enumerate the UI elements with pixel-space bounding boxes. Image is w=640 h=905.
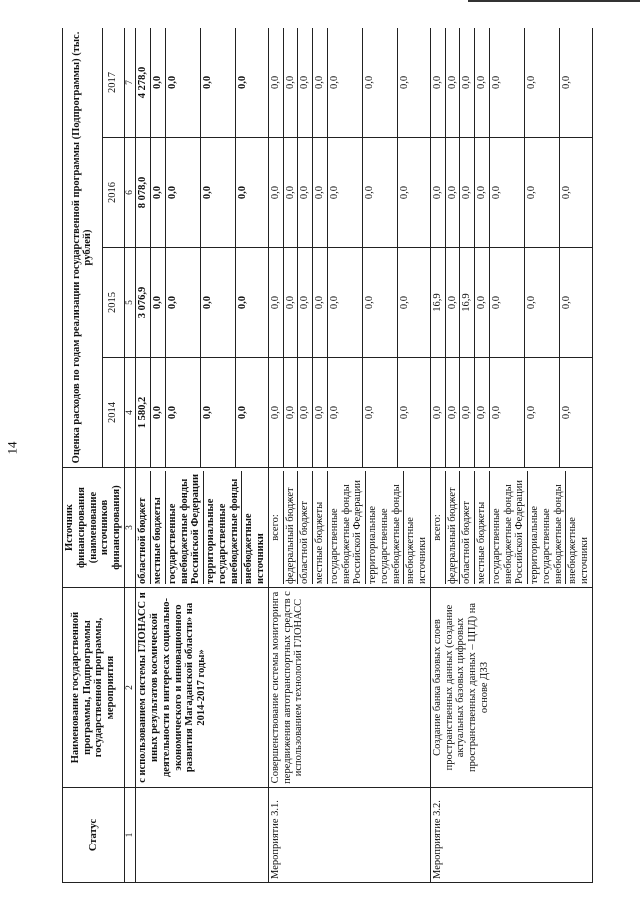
header-year: 2016 [102, 138, 124, 248]
value-cell: 0,0 [236, 185, 248, 200]
value-cell: 0,0 [398, 75, 410, 90]
source-item: территориальные государственные внебюджетные фонды [528, 471, 566, 584]
value-cell: 0,0 [560, 295, 572, 310]
value-cell: 0,0 [490, 138, 525, 247]
value-cell: 16,9 [431, 248, 446, 357]
value-cell: 0,0 [298, 248, 313, 357]
value-cell: 0,0 [313, 138, 328, 247]
header-row [63, 28, 103, 883]
values-2017 [430, 28, 592, 138]
value-cell: 0,0 [166, 358, 201, 467]
source-item: всего: [431, 471, 446, 584]
source-item: местные бюджеты [151, 471, 166, 584]
value-cell: 0,0 [525, 358, 560, 467]
value-cell: 0,0 [446, 248, 461, 357]
header-status: Статус [63, 788, 125, 883]
value-cell: 0,0 [269, 358, 284, 467]
header-year: 2014 [102, 358, 124, 468]
value-cell: 1 580,2 [136, 358, 151, 467]
value-cell: 0,0 [398, 405, 410, 420]
page-number: 14 [4, 441, 20, 455]
value-cell: 0,0 [475, 358, 490, 467]
measure-row [430, 28, 592, 883]
value-cell: 0,0 [525, 248, 560, 357]
column-number: 4 [124, 358, 136, 468]
value-cell: 0,0 [363, 138, 398, 247]
source-item: государственные внебюджетные фонды Российской Федерации [490, 471, 528, 584]
value-cell: 4 278,0 [136, 28, 151, 137]
value-cell: 0,0 [525, 138, 560, 247]
column-number: 3 [124, 468, 136, 588]
header-year: 2015 [102, 248, 124, 358]
top-border-mark [468, 0, 640, 2]
program-row [136, 28, 269, 883]
column-number: 5 [124, 248, 136, 358]
value-cell: 0,0 [284, 138, 299, 247]
value-cell: 8 078,0 [136, 138, 151, 247]
values-2016 [268, 138, 430, 248]
source-item: областной бюджет [298, 471, 313, 584]
header-year: 2017 [102, 28, 124, 138]
value-cell: 0,0 [284, 358, 299, 467]
column-number-row [124, 28, 136, 883]
column-number: 2 [124, 588, 136, 788]
value-cell: 0,0 [490, 248, 525, 357]
values-2017 [136, 28, 269, 138]
measure-name: Создание банка базовых слоев пространственных данных (создание актуальных базовых цифровых пространственных данных – ЦПД) на основе ДЗЗ [430, 588, 592, 788]
source-item: федеральный бюджет [284, 471, 299, 584]
source-item: территориальные государственные внебюджетные фонды [204, 471, 242, 584]
value-cell: 0,0 [236, 75, 248, 90]
value-cell: 0,0 [269, 138, 284, 247]
column-number: 6 [124, 138, 136, 248]
source-item: государственные внебюджетные фонды Российской Федерации [328, 471, 366, 584]
value-cell: 0,0 [475, 28, 490, 137]
value-cell: 0,0 [446, 28, 461, 137]
value-cell: 0,0 [398, 185, 410, 200]
program-name: с использованием системы ГЛОНАСС и иных результатов космической деятельности в интересах социально-экономического и инновационного развития Магаданской области» на 2014-2017 годы» [136, 588, 269, 788]
values-2014 [268, 358, 430, 468]
value-cell: 0,0 [151, 28, 166, 137]
value-cell: 0,0 [560, 75, 572, 90]
value-cell: 0,0 [525, 28, 560, 137]
values-2015 [430, 248, 592, 358]
column-number: 1 [124, 788, 136, 883]
status-cell: Мероприятие 3.2. [430, 788, 592, 883]
source-item: всего: [269, 471, 284, 584]
value-cell: 0,0 [460, 358, 475, 467]
value-cell: 0,0 [166, 28, 201, 137]
value-cell: 0,0 [431, 138, 446, 247]
values-2017 [268, 28, 430, 138]
value-cell: 0,0 [166, 138, 201, 247]
rotated-content [62, 28, 627, 883]
value-cell: 0,0 [166, 248, 201, 357]
value-cell: 0,0 [298, 138, 313, 247]
value-cell: 0,0 [460, 28, 475, 137]
source-item: внебюджетные источники [405, 517, 429, 584]
value-cell: 0,0 [398, 295, 410, 310]
values-2016 [136, 138, 269, 248]
value-cell: 0,0 [431, 358, 446, 467]
value-cell: 0,0 [328, 138, 363, 247]
value-cell: 0,0 [269, 28, 284, 137]
source-list [430, 468, 592, 588]
value-cell: 0,0 [151, 248, 166, 357]
value-cell: 0,0 [298, 358, 313, 467]
value-cell: 0,0 [284, 28, 299, 137]
value-cell: 0,0 [560, 405, 572, 420]
value-cell: 0,0 [446, 358, 461, 467]
source-item: областной бюджет [136, 471, 151, 584]
value-cell: 0,0 [201, 28, 236, 137]
value-cell: 0,0 [363, 248, 398, 357]
source-item: государственные внебюджетные фонды Российской Федерации [166, 471, 204, 584]
value-cell: 0,0 [328, 358, 363, 467]
source-item: местные бюджеты [313, 471, 328, 584]
header-estimate: Оценка расходов по годам реализации государственной программы (Подпрограммы) (тыс. рублей) [63, 28, 103, 468]
value-cell: 0,0 [328, 248, 363, 357]
value-cell: 0,0 [475, 248, 490, 357]
measure-name: Совершенствование системы мониторинга передвижения автотранспортных средств с использованием технологий ГЛОНАСС [268, 588, 430, 788]
value-cell: 0,0 [284, 248, 299, 357]
value-cell: 0,0 [298, 28, 313, 137]
value-cell: 0,0 [151, 138, 166, 247]
value-cell: 0,0 [560, 185, 572, 200]
value-cell: 0,0 [201, 138, 236, 247]
value-cell: 3 076,9 [136, 248, 151, 357]
rotated-page [62, 28, 627, 883]
values-2014 [136, 358, 269, 468]
source-item: местные бюджеты [475, 471, 490, 584]
values-2014 [430, 358, 592, 468]
header-source: Источник финансирования (наименование источников финансирования) [63, 468, 125, 588]
value-cell: 0,0 [490, 28, 525, 137]
value-cell: 0,0 [363, 28, 398, 137]
value-cell: 0,0 [269, 248, 284, 357]
value-cell: 0,0 [460, 138, 475, 247]
status-cell: Мероприятие 3.1. [268, 788, 430, 883]
value-cell: 0,0 [201, 358, 236, 467]
values-2015 [136, 248, 269, 358]
source-item: внебюджетные источники [567, 517, 591, 584]
status-cell [136, 788, 269, 883]
source-item: внебюджетные источники [243, 513, 267, 584]
header-name: Наименование государственной программы, Подпрограммы государственной программы, мероприятия [63, 588, 125, 788]
value-cell: 0,0 [201, 248, 236, 357]
source-item: территориальные государственные внебюджетные фонды [366, 471, 404, 584]
value-cell: 0,0 [363, 358, 398, 467]
values-2015 [268, 248, 430, 358]
column-number: 7 [124, 28, 136, 138]
source-list [268, 468, 430, 588]
value-cell: 0,0 [151, 358, 166, 467]
value-cell: 0,0 [446, 138, 461, 247]
values-2016 [430, 138, 592, 248]
value-cell: 0,0 [236, 405, 248, 420]
page-number-area [0, 0, 40, 905]
value-cell: 0,0 [313, 358, 328, 467]
value-cell: 0,0 [431, 28, 446, 137]
source-item: областной бюджет [460, 471, 475, 584]
value-cell: 16,9 [460, 248, 475, 357]
value-cell: 0,0 [475, 138, 490, 247]
source-item: федеральный бюджет [446, 471, 461, 584]
value-cell: 0,0 [236, 295, 248, 310]
value-cell: 0,0 [328, 28, 363, 137]
source-list [136, 468, 269, 588]
value-cell: 0,0 [313, 28, 328, 137]
budget-table [62, 28, 593, 883]
value-cell: 0,0 [313, 248, 328, 357]
value-cell: 0,0 [490, 358, 525, 467]
measure-row [268, 28, 430, 883]
